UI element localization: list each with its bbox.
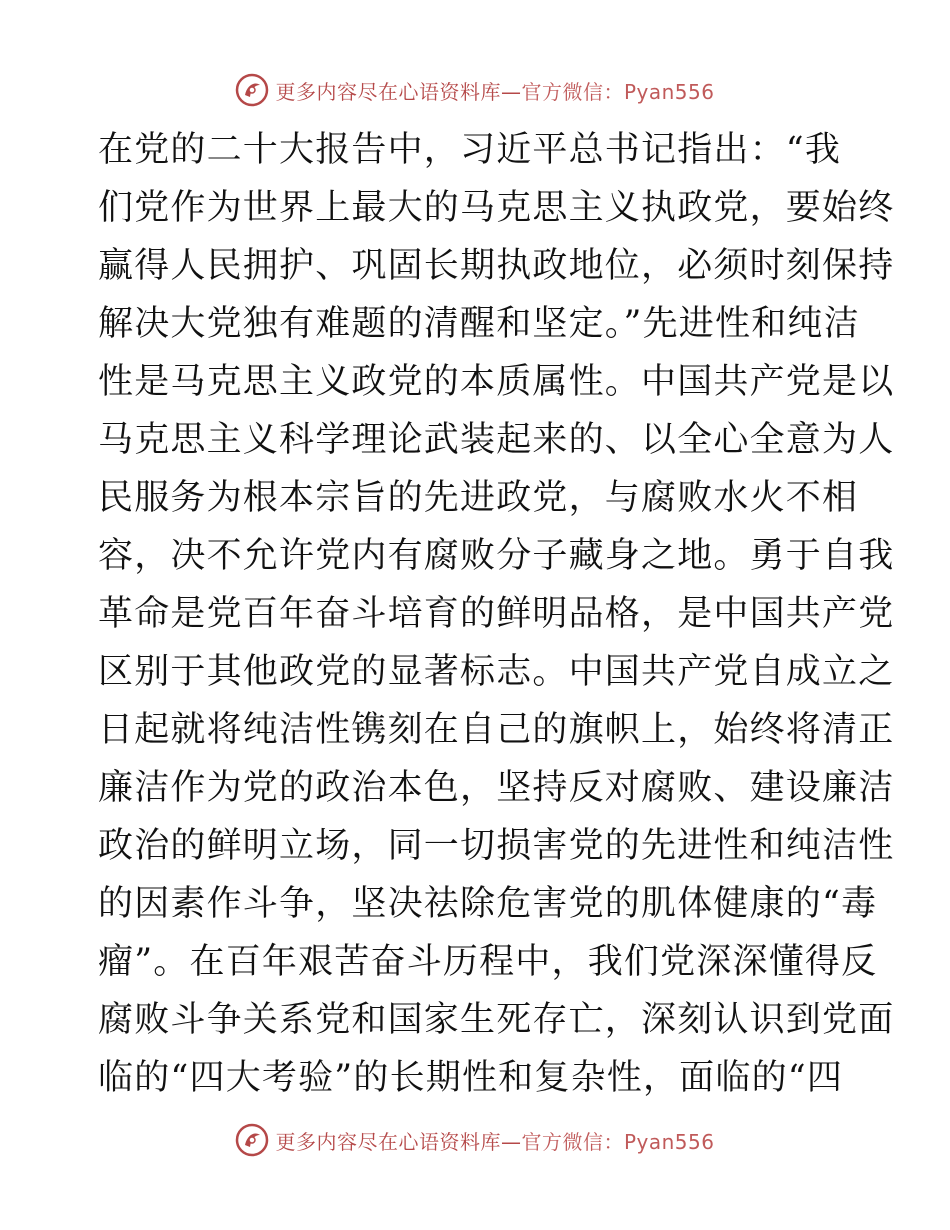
header-banner-text: 更多内容尽在心语资料库—官方微信：Pyan556 <box>275 79 715 104</box>
swirl-logo-icon <box>235 73 269 107</box>
page-footer-banner <box>0 1120 950 1160</box>
swirl-logo-icon <box>235 1123 269 1157</box>
text-line: 政治的鲜明立场，同一切损害党的先进性和纯洁性 <box>98 826 895 866</box>
text-line: 在党的二十大报告中，习近平总书记指出：“我 <box>98 130 842 170</box>
text-line: 民服务为根本宗旨的先进政党，与腐败水火不相 <box>98 478 859 518</box>
text-line: 性是马克思主义政党的本质属性。中国共产党是以 <box>98 362 895 402</box>
document-body <box>98 121 895 1107</box>
text-line: 廉洁作为党的政治本色，坚持反对腐败、建设廉洁 <box>98 768 895 808</box>
text-line: 临的“四大考验”的长期性和复杂性，面临的“四 <box>98 1058 844 1098</box>
page-header-banner <box>0 70 950 110</box>
text-line: 日起就将纯洁性镌刻在自己的旗帜上，始终将清正 <box>98 710 895 750</box>
text-line: 革命是党百年奋斗培育的鲜明品格，是中国共产党 <box>98 594 895 634</box>
text-line: 瘤”。在百年艰苦奋斗历程中，我们党深深懂得反 <box>98 942 878 982</box>
text-line: 赢得人民拥护、巩固长期执政地位，必须时刻保持 <box>98 246 895 286</box>
text-line: 容，决不允许党内有腐败分子藏身之地。勇于自我 <box>98 536 895 576</box>
footer-banner-text: 更多内容尽在心语资料库—官方微信：Pyan556 <box>275 1129 715 1154</box>
text-line: 马克思主义科学理论武装起来的、以全心全意为人 <box>98 420 895 460</box>
text-line: 解决大党独有难题的清醒和坚定。”先进性和纯洁 <box>98 304 860 344</box>
text-line: 们党作为世界上最大的马克思主义执政党，要始终 <box>98 188 895 228</box>
text-line: 区别于其他政党的显著标志。中国共产党自成立之 <box>98 652 895 692</box>
text-line: 腐败斗争关系党和国家生死存亡，深刻认识到党面 <box>98 1000 895 1040</box>
text-line: 的因素作斗争，坚决祛除危害党的肌体健康的“毒 <box>98 884 878 924</box>
